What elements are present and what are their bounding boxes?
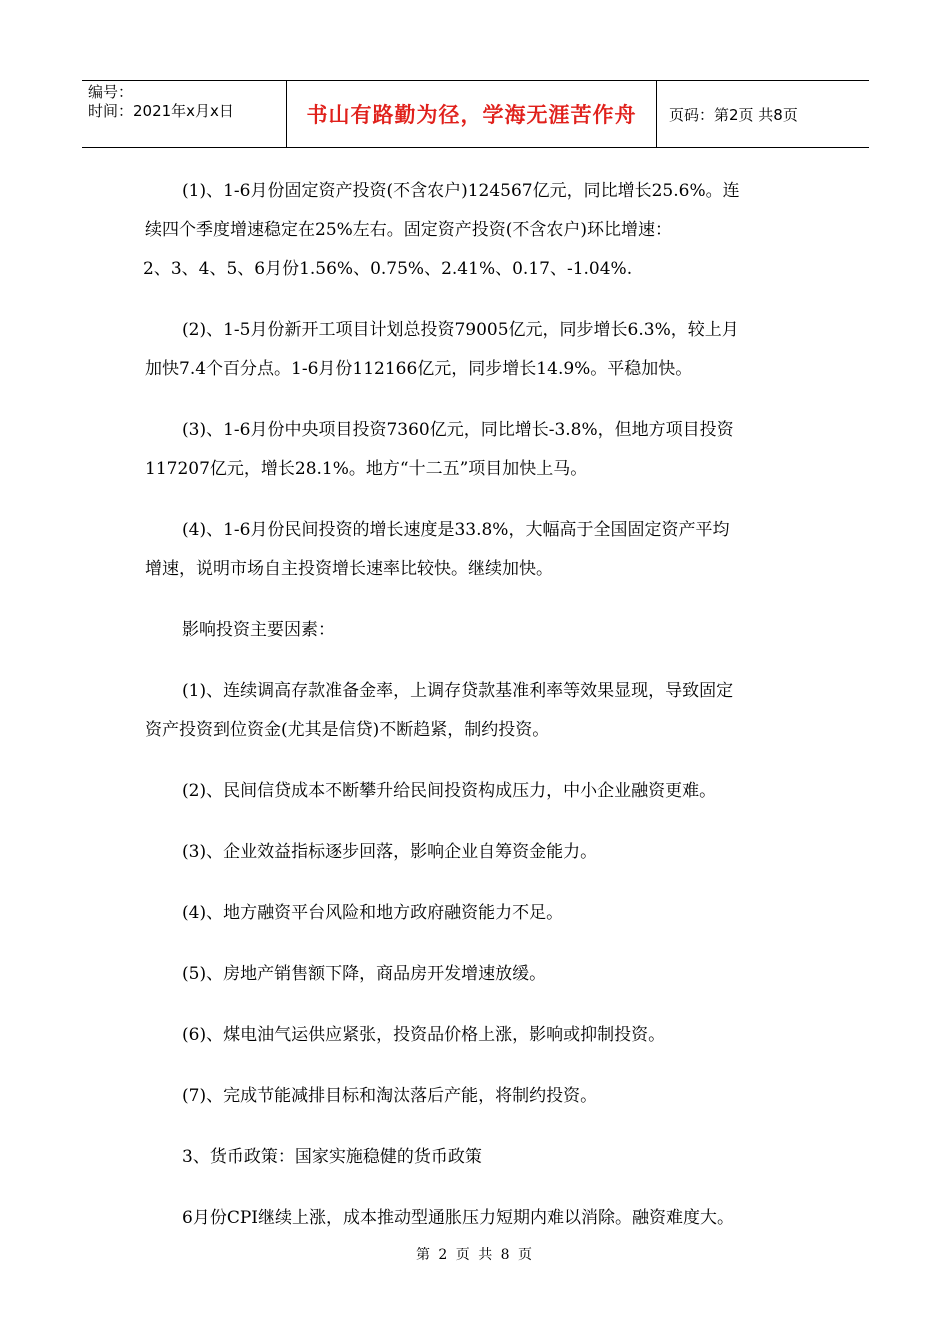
paragraph-line: 6月份CPI继续上涨，成本推动型通胀压力短期内难以消除。融资难度大。: [182, 1208, 734, 1228]
paragraph: [145, 955, 810, 994]
page-header: [82, 80, 869, 148]
paragraph: [145, 833, 810, 872]
paragraph-line: 2、3、4、5、6月份1.56%、0.75%、2.41%、0.17、-1.04%.: [143, 259, 633, 279]
paragraph: [145, 1199, 810, 1238]
paragraph: [145, 172, 810, 289]
page-footer: 第 2 页 共 8 页: [415, 1247, 535, 1263]
paragraph-line: (1)、连续调高存款准备金率，上调存贷款基准利率等效果显现，导致固定: [182, 681, 734, 701]
paragraph: [145, 611, 810, 650]
paragraph-line: (2)、1-5月份新开工项目计划总投资79005亿元，同步增长6.3%，较上月: [182, 320, 739, 340]
paragraph: [145, 1138, 810, 1177]
paragraph-line: (4)、地方融资平台风险和地方政府融资能力不足。: [182, 903, 564, 923]
paragraph: [145, 672, 810, 750]
header-motto-cell: [287, 81, 657, 147]
paragraph-line: 117207亿元，增长28.1%。地方“十二五”项目加快上马。: [145, 459, 588, 479]
paragraph-line: 增速，说明市场自主投资增长速率比较快。继续加快。: [145, 559, 553, 579]
paragraph-line: 续四个季度增速稳定在25%左右。固定资产投资(不含农户)环比增速：: [145, 220, 673, 240]
paragraph-line: (6)、煤电油气运供应紧张，投资品价格上涨，影响或抑制投资。: [182, 1025, 666, 1045]
paragraph-line: (4)、1-6月份民间投资的增长速度是33.8%，大幅高于全国固定资产平均: [182, 520, 730, 540]
header-page-code: 页码：第2页 共8页: [669, 105, 798, 124]
header-motto: 书山有路勤为径，学海无涯苦作舟: [306, 102, 637, 127]
paragraph: [145, 894, 810, 933]
paragraph-line: (7)、完成节能减排目标和淘汰落后产能，将制约投资。: [182, 1086, 598, 1106]
paragraph: [145, 311, 810, 389]
header-number-label: 编号：: [88, 83, 134, 101]
paragraph-line: (5)、房地产销售额下降，商品房开发增速放缓。: [182, 964, 547, 984]
paragraph-line: (3)、企业效益指标逐步回落，影响企业自筹资金能力。: [182, 842, 598, 862]
paragraph: [145, 1077, 810, 1116]
header-page-cell: [657, 81, 869, 147]
paragraph-line: (3)、1-6月份中央项目投资7360亿元，同比增长-3.8%，但地方项目投资: [182, 420, 734, 440]
paragraph-line: 加快7.4个百分点。1-6月份112166亿元，同步增长14.9%。平稳加快。: [145, 359, 693, 379]
paragraph: [145, 772, 810, 811]
header-time-label: 时间：2021年x月x日: [88, 102, 234, 120]
document-body: [145, 172, 810, 1260]
paragraph: [145, 511, 810, 589]
paragraph-line: 影响投资主要因素：: [182, 620, 335, 640]
paragraph: [145, 411, 810, 489]
paragraph-line: (1)、1-6月份固定资产投资(不含农户)124567亿元，同比增长25.6%。连: [182, 181, 740, 201]
paragraph-line: (2)、民间信贷成本不断攀升给民间投资构成压力，中小企业融资更难。: [182, 781, 717, 801]
paragraph: [145, 1016, 810, 1055]
header-info-cell: [82, 81, 287, 147]
paragraph-line: 3、货币政策：国家实施稳健的货币政策: [182, 1147, 482, 1167]
paragraph-line: 资产投资到位资金(尤其是信贷)不断趋紧，制约投资。: [145, 720, 550, 740]
